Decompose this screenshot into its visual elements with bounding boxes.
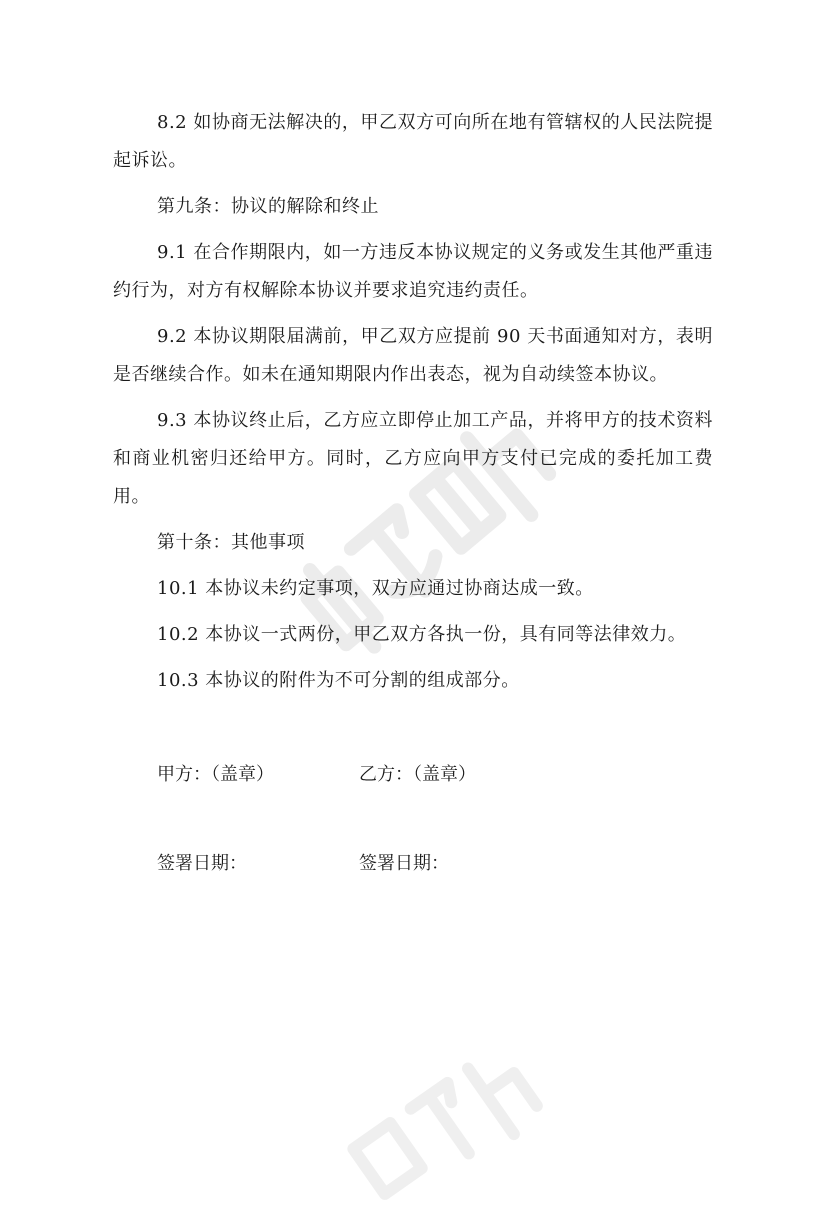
- article-9-heading: 第九条：协议的解除和终止: [157, 196, 379, 217]
- clause-9-3: 9.3 本协议终止后，乙方应立即停止加工产品，并将甲方的技术资料和商业机密归还给甲方。同时，乙方应向甲方支付已完成的委托加工费用。: [113, 410, 713, 507]
- party-a-seal-label: 甲方：（盖章）: [157, 764, 274, 785]
- signature-party-row: [157, 760, 476, 790]
- party-b-seal-label: 乙方：（盖章）: [359, 764, 476, 785]
- signature-date-row: [157, 849, 449, 879]
- clause-8-2: 8.2 如协商无法解决的，甲乙双方可向所在地有管辖权的人民法院提起诉讼。: [113, 112, 713, 171]
- clause-10-1: 10.1 本协议未约定事项，双方应通过协商达成一致。: [157, 578, 594, 599]
- clause-9-2: 9.2 本协议期限届满前，甲乙双方应提前 90 天书面通知对方，表明是否继续合作。如未在通知期限内作出表态，视为自动续签本协议。: [113, 326, 713, 385]
- clause-10-2: 10.2 本协议一式两份，甲乙双方各执一份，具有同等法律效力。: [157, 624, 687, 645]
- article-10-heading: 第十条：其他事项: [157, 532, 305, 553]
- party-a-date-label: 签署日期：: [157, 853, 247, 874]
- party-b-date-label: 签署日期：: [359, 853, 449, 874]
- watermark-graphic-bottom: [300, 1050, 600, 1210]
- document-body: [113, 104, 713, 708]
- clause-10-3: 10.3 本协议的附件为不可分割的组成部分。: [157, 670, 520, 691]
- clause-9-1: 9.1 在合作期限内，如一方违反本协议规定的义务或发生其他严重违约行为，对方有权解除本协议并要求追究违约责任。: [113, 242, 713, 301]
